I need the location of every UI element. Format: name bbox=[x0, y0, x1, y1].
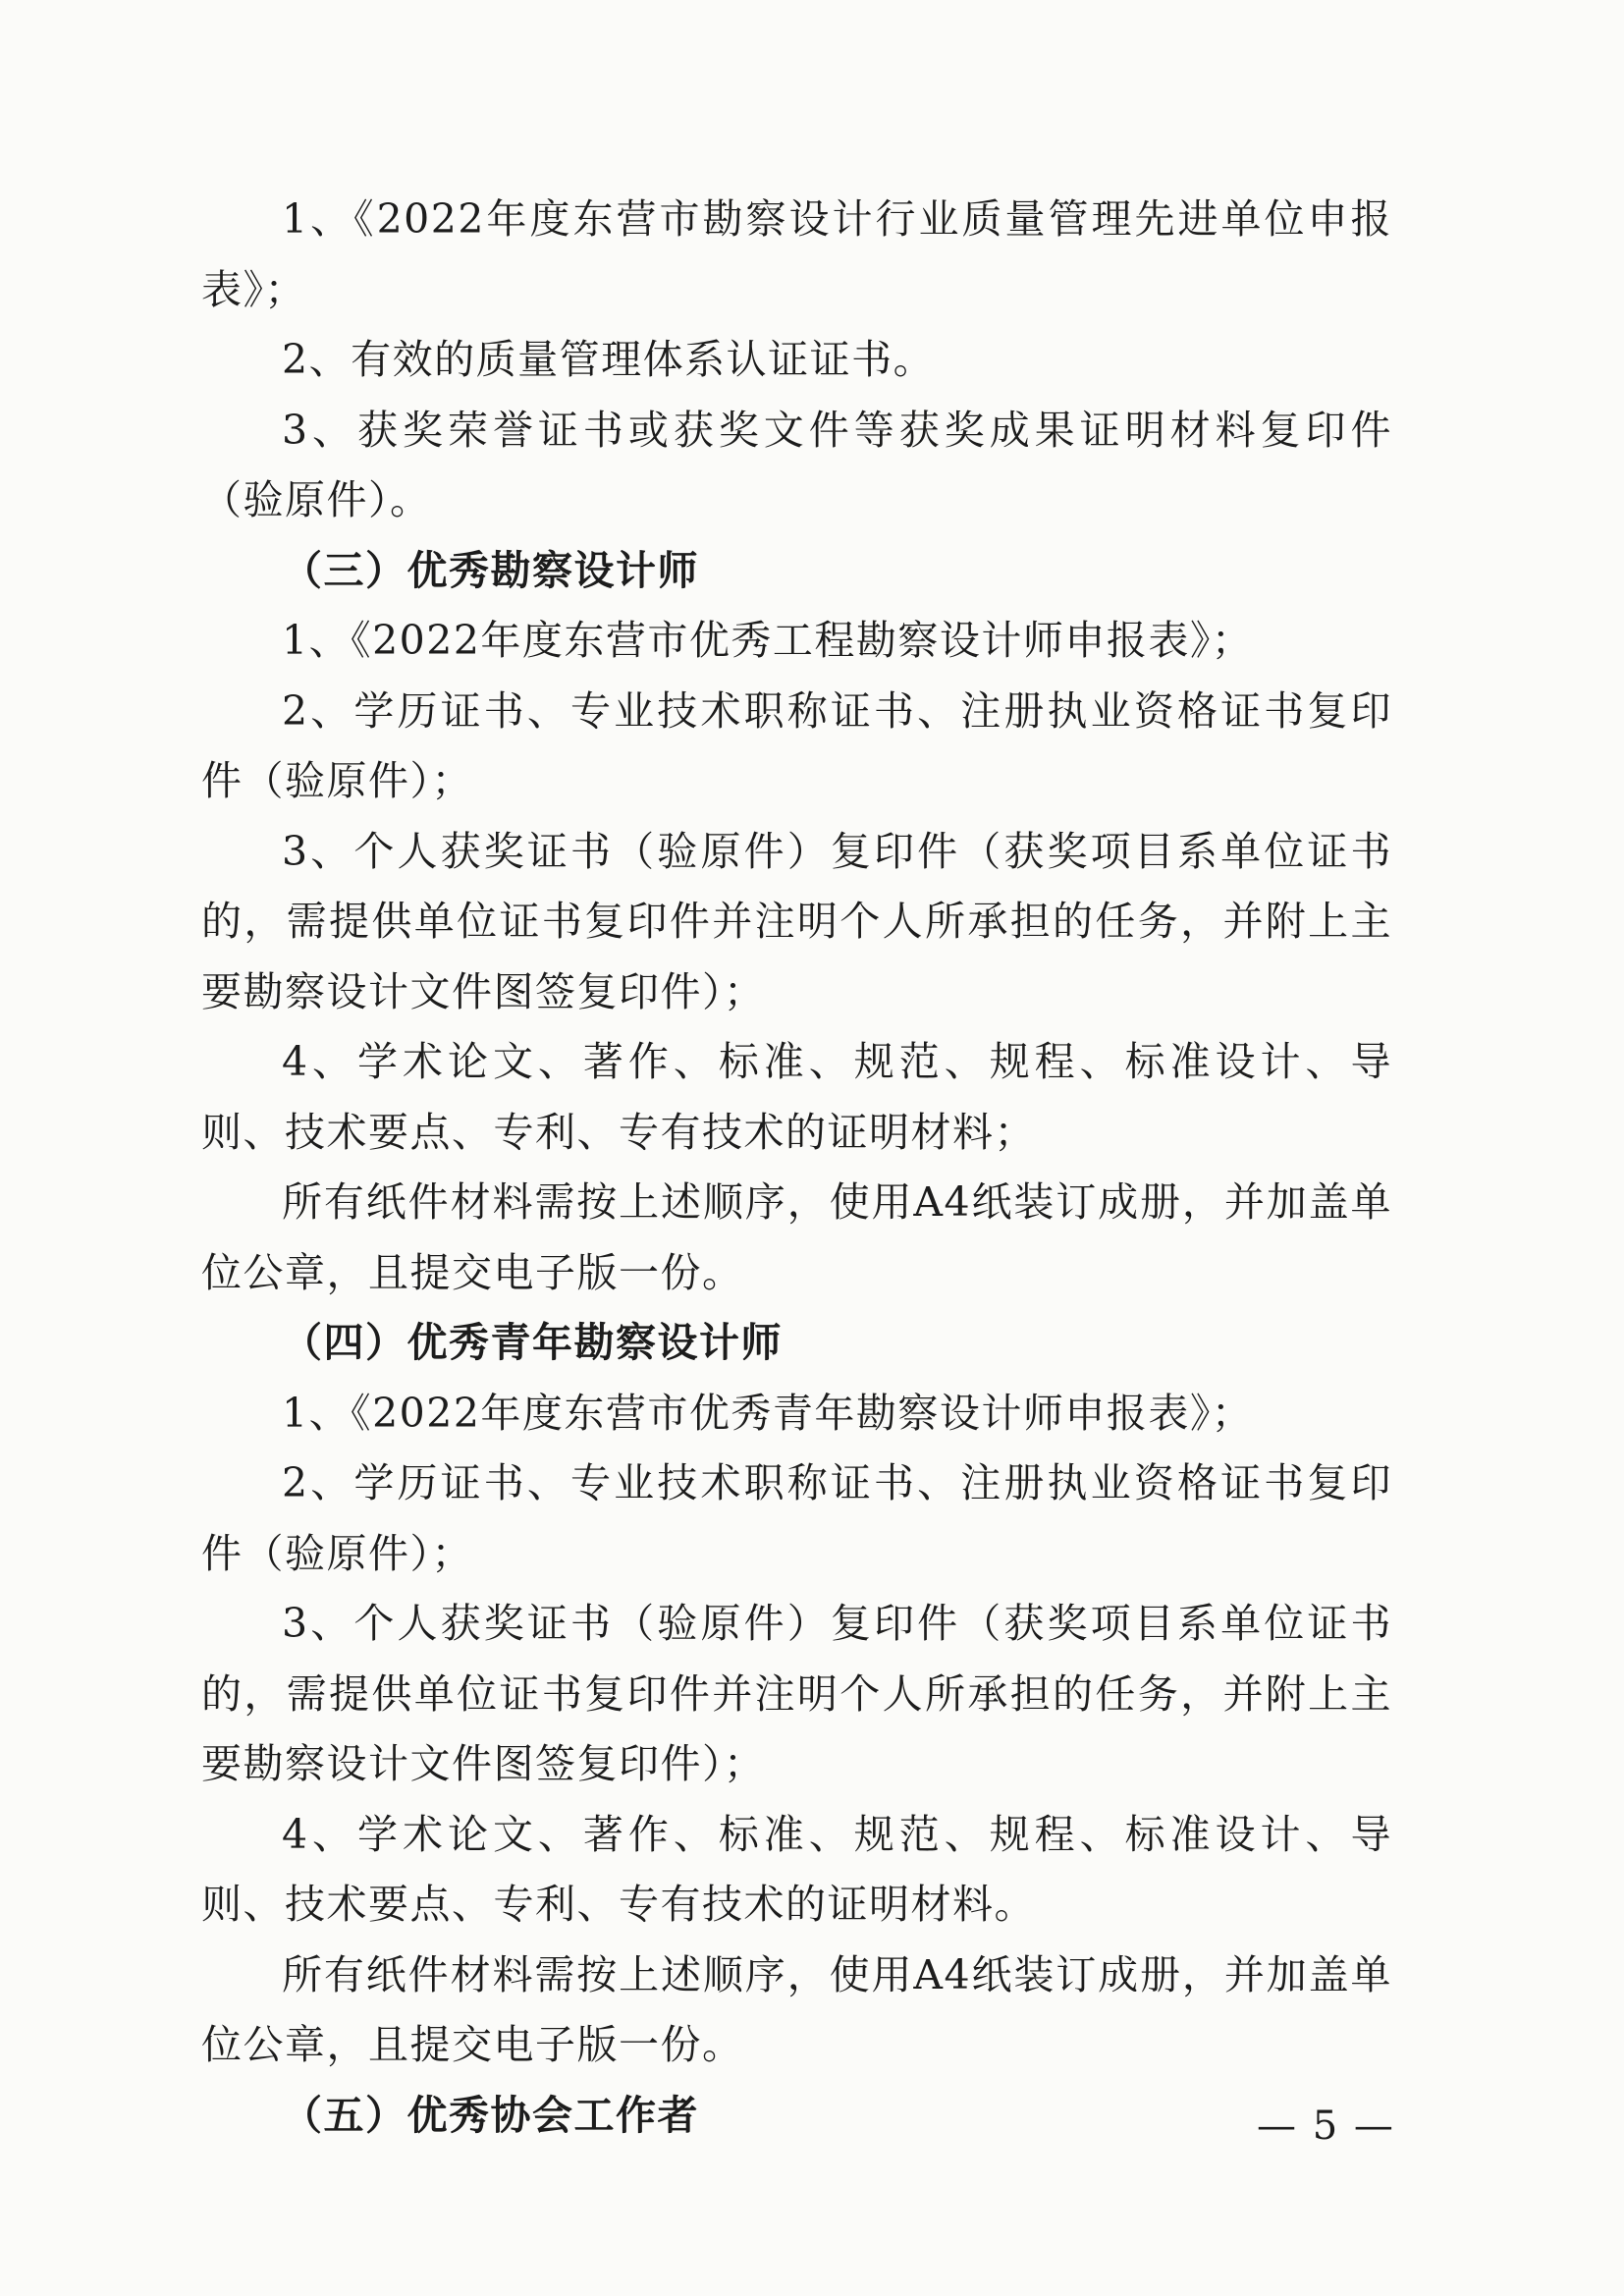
item-designer-academic: 4、学术论文、著作、标准、规范、规程、标准设计、导则、技术要点、专利、专有技术的证明材料； bbox=[201, 1038, 1392, 1156]
item-designer-form: 1、《2022年度东营市优秀工程勘察设计师申报表》； bbox=[282, 617, 1254, 664]
young-submission-note: 所有纸件材料需按上述顺序，使用A4纸装订成册，并加盖单位公章，且提交电子版一份。 bbox=[201, 1950, 1392, 2068]
item-award-materials: 3、获奖荣誉证书或获奖文件等获奖成果证明材料复印件（验原件）。 bbox=[201, 406, 1392, 523]
item-young-form: 1、《2022年度东营市优秀青年勘察设计师申报表》； bbox=[282, 1389, 1254, 1437]
item-quality-form: 1、《2022年度东营市勘察设计行业质量管理先进单位申报表》； bbox=[201, 195, 1392, 313]
document-body bbox=[201, 185, 1392, 2151]
item-designer-certificates: 2、学历证书、专业技术职称证书、注册执业资格证书复印件（验原件）； bbox=[201, 686, 1392, 804]
item-quality-certificate: 2、有效的质量管理体系认证证书。 bbox=[282, 336, 936, 383]
section-heading-excellent-designer: （三）优秀勘察设计师 bbox=[282, 546, 699, 594]
item-designer-award: 3、个人获奖证书（验原件）复印件（获奖项目系单位证书的，需提供单位证书复印件并注明个人所承担的任务，并附上主要勘察设计文件图签复印件）； bbox=[201, 827, 1392, 1015]
section-heading-young-designer: （四）优秀青年勘察设计师 bbox=[282, 1319, 783, 1366]
section-heading-association-worker: （五）优秀协会工作者 bbox=[282, 2091, 699, 2139]
item-young-certificates: 2、学历证书、专业技术职称证书、注册执业资格证书复印件（验原件）； bbox=[201, 1459, 1392, 1577]
designer-submission-note: 所有纸件材料需按上述顺序，使用A4纸装订成册，并加盖单位公章，且提交电子版一份。 bbox=[201, 1178, 1392, 1296]
page-number: — 5 — bbox=[1257, 2104, 1395, 2149]
item-young-award: 3、个人获奖证书（验原件）复印件（获奖项目系单位证书的，需提供单位证书复印件并注明个人所承担的任务，并附上主要勘察设计文件图签复印件）； bbox=[201, 1600, 1392, 1787]
item-young-academic: 4、学术论文、著作、标准、规范、规程、标准设计、导则、技术要点、专利、专有技术的证明材料。 bbox=[201, 1810, 1392, 1928]
